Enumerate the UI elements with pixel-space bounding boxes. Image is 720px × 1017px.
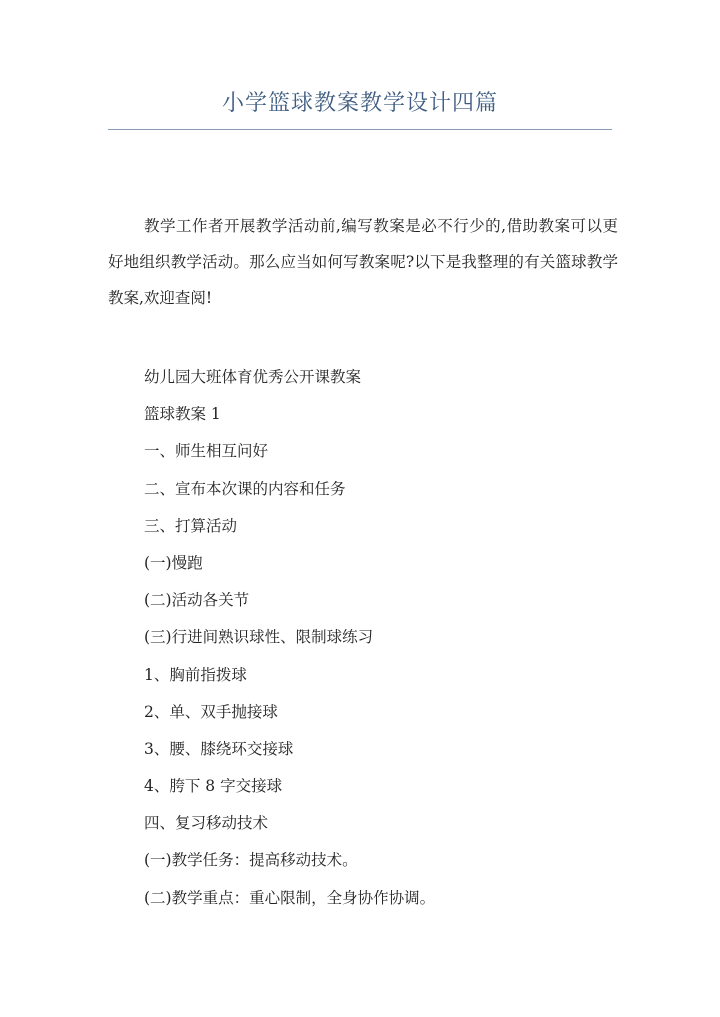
content-line: (三)行进间熟识球性、限制球练习 [144,628,374,647]
section-heading: 幼儿园大班体育优秀公开课教案 [144,368,362,386]
content-line: (一)慢跑 [144,553,203,572]
content-line: (一)教学任务：提高移动技术。 [144,851,358,870]
content-line: 2、单、双手抛接球 [144,702,278,721]
intro-paragraph: 教学工作者开展教学活动前,编写教案是必不行少的,借助教案可以更好地组织教学活动。那么应当如何写教案呢?以下是我整理的有关篮球教学教案,欢迎查阅! [108,217,618,307]
content-line: 3、腰、膝绕环交接球 [144,739,294,758]
content-line: (二)活动各关节 [144,591,250,610]
content-line: 一、师生相互问好 [144,442,269,461]
content-line: 三、打算活动 [144,516,238,535]
content-line: (二)教学重点：重心限制，全身协作协调。 [144,888,436,907]
content-line: 1、胸前指拨球 [144,665,247,684]
lesson-heading: 篮球教案 1 [144,405,221,424]
content-line: 二、宣布本次课的内容和任务 [144,479,346,498]
content-lines [144,362,614,920]
title-underline [108,129,612,130]
content-line: 四、复习移动技术 [144,814,269,833]
document-title: 小学篮球教案教学设计四篇 [221,91,498,116]
content-line: 4、胯下 8 字交接球 [144,777,283,796]
